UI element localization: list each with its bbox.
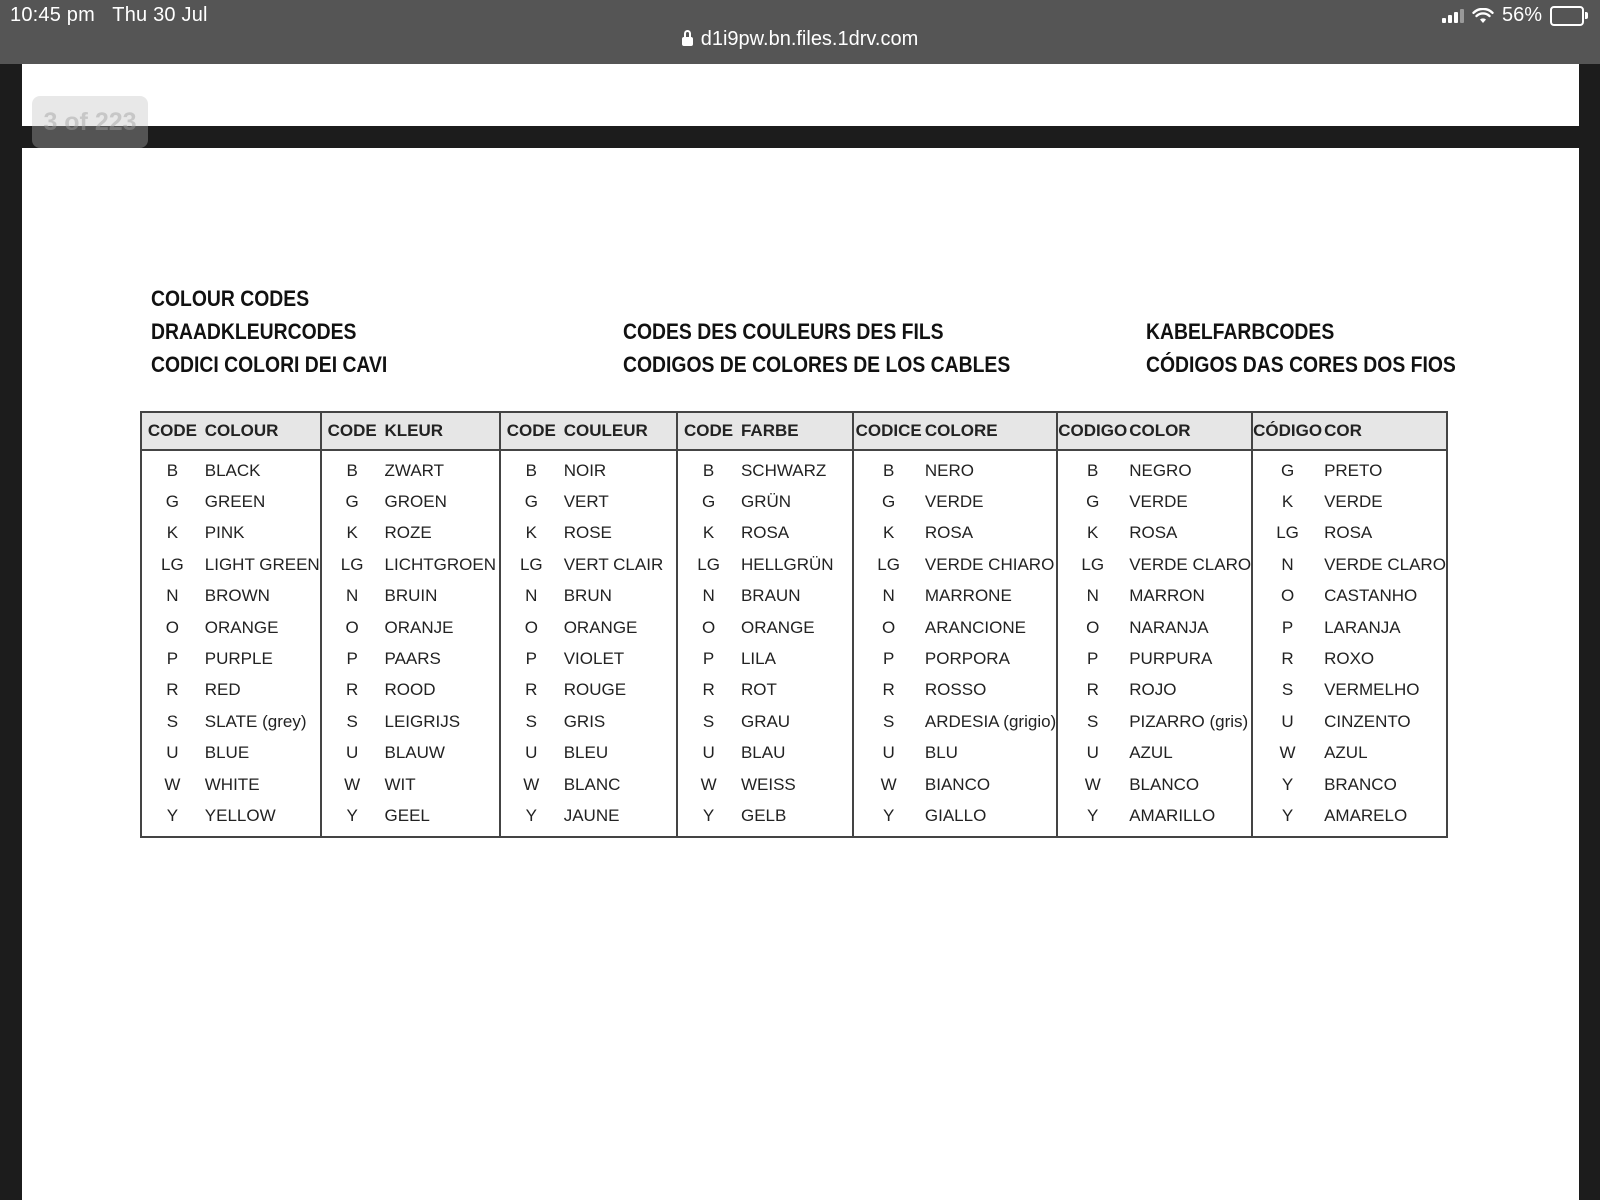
code-cell: B [677, 450, 739, 486]
code-cell: N [1057, 581, 1127, 612]
code-cell: B [1057, 450, 1127, 486]
colour-name-cell: ROZE [384, 523, 432, 543]
colour-name-cell: GRAU [740, 711, 791, 731]
code-cell: N [1252, 549, 1322, 580]
code-cell: P [166, 649, 179, 669]
code-cell: LG [161, 554, 184, 574]
code-cell: K [500, 518, 562, 549]
code-cell: O [500, 612, 562, 643]
colour-name-cell: VERMELHO [1324, 680, 1420, 700]
colour-name-cell: ROSA [1129, 523, 1178, 543]
code-cell: P [321, 643, 383, 674]
code-cell: R [1057, 675, 1127, 706]
colour-name-cell: AMARELO [1324, 805, 1408, 825]
colour-name-cell: PINK [204, 523, 245, 543]
colour-name-cell: NERO [924, 460, 975, 480]
code-cell: R [677, 675, 739, 706]
column-header-colour: COR [1322, 412, 1447, 450]
table-row [141, 518, 1447, 549]
code-cell: G [1057, 486, 1127, 517]
colour-name-cell: GREEN [204, 492, 266, 512]
code-cell: Y [677, 800, 739, 836]
code-cell: U [1057, 738, 1127, 769]
column-header-colour: COLORE [923, 412, 1057, 450]
column-header-colour: COLOUR [203, 412, 321, 450]
code-cell: S [500, 706, 562, 737]
colour-name-cell: PORPORA [924, 649, 1010, 669]
colour-name-cell: BLANCO [1129, 774, 1200, 794]
table-row [141, 675, 1447, 706]
battery-percentage: 56% [1501, 4, 1542, 26]
code-cell: S [1057, 706, 1127, 737]
colour-name-cell: LILA [740, 649, 776, 669]
title-french: CODES DES COULEURS DES FILS [623, 319, 944, 344]
code-cell: Y [1252, 769, 1322, 800]
lock-icon [682, 37, 693, 46]
colour-name-cell: LICHTGROEN [384, 554, 496, 574]
colour-name-cell: ORANGE [204, 617, 279, 637]
colour-name-cell: BRAUN [740, 586, 801, 606]
column-header-colour: KLEUR [383, 412, 500, 450]
colour-name-cell: SCHWARZ [740, 460, 827, 480]
code-cell: LG [677, 549, 739, 580]
colour-name-cell: GEEL [384, 805, 430, 825]
table-row [141, 450, 1447, 486]
table-header-row [141, 412, 1447, 450]
code-cell: G [321, 486, 383, 517]
column-header-code: CODE [677, 412, 739, 450]
colour-name-cell: ORANJE [384, 617, 454, 637]
colour-name-cell: ROSA [1324, 523, 1373, 543]
code-cell: N [853, 581, 923, 612]
colour-name-cell: WEISS [740, 774, 796, 794]
code-cell: S [1252, 675, 1322, 706]
battery-icon [1550, 6, 1588, 26]
code-cell: W [164, 774, 181, 794]
code-cell: N [677, 581, 739, 612]
column-header-colour: COULEUR [562, 412, 678, 450]
colour-name-cell: PURPLE [204, 649, 273, 669]
colour-name-cell: VERT [563, 492, 609, 512]
column-header-colour: FARBE [739, 412, 853, 450]
colour-name-cell: MARRON [1129, 586, 1205, 606]
colour-name-cell: NEGRO [1129, 460, 1192, 480]
code-cell: G [165, 492, 179, 512]
code-cell: K [677, 518, 739, 549]
column-header-code: CODICE [853, 412, 923, 450]
code-cell: G [500, 486, 562, 517]
code-cell: P [853, 643, 923, 674]
colour-name-cell: CASTANHO [1324, 586, 1418, 606]
code-cell: S [853, 706, 923, 737]
colour-name-cell: ROT [740, 680, 777, 700]
colour-name-cell: BIANCO [924, 774, 991, 794]
colour-name-cell: VERDE [1324, 492, 1383, 512]
colour-name-cell: BLAUW [384, 743, 445, 763]
colour-name-cell: VERDE CLARO [1324, 554, 1446, 574]
table-row [141, 738, 1447, 769]
code-cell: R [166, 680, 179, 700]
code-cell: O [853, 612, 923, 643]
code-cell: U [321, 738, 383, 769]
url-text: d1i9pw.bn.files.1drv.com [700, 28, 919, 50]
code-cell: Y [500, 800, 562, 836]
code-cell: K [1057, 518, 1127, 549]
table-row [141, 486, 1447, 517]
colour-name-cell: ARDESIA (grigio) [924, 711, 1057, 731]
code-cell: G [677, 486, 739, 517]
status-time [10, 4, 208, 27]
colour-name-cell: ZWART [384, 460, 445, 480]
code-cell: Y [853, 800, 923, 836]
colour-name-cell: ROSA [740, 523, 790, 543]
code-cell: S [166, 711, 179, 731]
colour-name-cell: LIGHT GREEN [204, 554, 320, 574]
colour-name-cell: ROSE [563, 523, 612, 543]
table-row [141, 800, 1447, 836]
colour-name-cell: VERT CLAIR [563, 554, 664, 574]
code-cell: LG [1057, 549, 1127, 580]
code-cell: N [321, 581, 383, 612]
colour-name-cell: VIOLET [563, 649, 625, 669]
page-indicator: 3 of 223 [32, 96, 148, 148]
colour-name-cell: BRUIN [384, 586, 438, 606]
title-portuguese: CÓDIGOS DAS CORES DOS FIOS [1146, 352, 1456, 377]
colour-name-cell: BLUE [204, 743, 250, 763]
code-cell: U [853, 738, 923, 769]
colour-name-cell: BROWN [204, 586, 270, 606]
table-row [141, 706, 1447, 737]
colour-codes-table [140, 411, 1448, 838]
code-cell: B [166, 460, 179, 480]
code-cell: U [677, 738, 739, 769]
code-cell: R [500, 675, 562, 706]
code-cell: R [321, 675, 383, 706]
table-row [141, 581, 1447, 612]
colour-name-cell: ARANCIONE [924, 617, 1026, 637]
code-cell: U [1252, 706, 1322, 737]
code-cell: K [166, 523, 179, 543]
code-cell: S [321, 706, 383, 737]
column-header-colour: COLOR [1127, 412, 1252, 450]
code-cell: LG [321, 549, 383, 580]
code-cell: N [166, 586, 179, 606]
colour-name-cell: ROUGE [563, 680, 627, 700]
code-cell: K [321, 518, 383, 549]
colour-name-cell: ROXO [1324, 649, 1375, 669]
title-colour-codes: COLOUR CODES [151, 286, 310, 311]
code-cell: O [677, 612, 739, 643]
colour-name-cell: BLEU [563, 743, 609, 763]
code-cell: U [166, 743, 179, 763]
column-header-code: CODE [321, 412, 383, 450]
colour-name-cell: PAARS [384, 649, 441, 669]
title-spanish: CODIGOS DE COLORES DE LOS CABLES [623, 352, 1011, 377]
colour-name-cell: GELB [740, 805, 787, 825]
colour-name-cell: ROSSO [924, 680, 987, 700]
column-header-code: CÓDIGO [1252, 412, 1322, 450]
code-cell: P [1252, 612, 1322, 643]
code-cell: W [1252, 738, 1322, 769]
code-cell: G [1252, 450, 1322, 486]
table-row [141, 643, 1447, 674]
table-row [141, 612, 1447, 643]
cellular-signal-icon [1442, 9, 1464, 23]
colour-name-cell: ROOD [384, 680, 436, 700]
code-cell: LG [853, 549, 923, 580]
table-row [141, 549, 1447, 580]
column-header-code: CODIGO [1057, 412, 1127, 450]
code-cell: LG [500, 549, 562, 580]
colour-name-cell: PIZARRO (gris) [1129, 711, 1249, 731]
code-cell: W [321, 769, 383, 800]
code-cell: W [1057, 769, 1127, 800]
colour-name-cell: AMARILLO [1129, 805, 1216, 825]
colour-name-cell: SLATE (grey) [204, 711, 307, 731]
colour-name-cell: BLANC [563, 774, 621, 794]
code-cell: B [500, 450, 562, 486]
title-german: KABELFARBCODES [1146, 319, 1335, 344]
colour-name-cell: WIT [384, 774, 416, 794]
colour-name-cell: ORANGE [740, 617, 815, 637]
document-page [22, 148, 1579, 1200]
colour-name-cell: BRUN [563, 586, 612, 606]
colour-name-cell: AZUL [1129, 743, 1173, 763]
colour-name-cell: GIALLO [924, 805, 987, 825]
colour-name-cell: PURPURA [1129, 649, 1213, 669]
colour-name-cell: YELLOW [204, 805, 276, 825]
clock-date: Thu 30 Jul [112, 4, 208, 26]
code-cell: B [853, 450, 923, 486]
colour-name-cell: ORANGE [563, 617, 638, 637]
code-cell: R [1252, 643, 1322, 674]
column-header-code: CODE [500, 412, 562, 450]
colour-name-cell: PRETO [1324, 460, 1383, 480]
colour-name-cell: AZUL [1324, 743, 1368, 763]
colour-name-cell: GRÜN [740, 492, 792, 512]
code-cell: K [853, 518, 923, 549]
code-cell: O [1057, 612, 1127, 643]
code-cell: N [500, 581, 562, 612]
code-cell: W [677, 769, 739, 800]
colour-name-cell: BLU [924, 743, 958, 763]
code-cell: U [500, 738, 562, 769]
colour-name-cell: NARANJA [1129, 617, 1209, 637]
title-dutch: DRAADKLEURCODES [151, 319, 357, 344]
colour-name-cell: BLAU [740, 743, 786, 763]
colour-name-cell: MARRONE [924, 586, 1012, 606]
code-cell: K [1252, 486, 1322, 517]
wifi-icon [1472, 8, 1494, 24]
code-cell: LG [1252, 518, 1322, 549]
colour-name-cell: HELLGRÜN [740, 554, 834, 574]
colour-name-cell: JAUNE [563, 805, 620, 825]
clock-time: 10:45 pm [10, 4, 95, 26]
status-bar [0, 0, 1600, 64]
code-cell: P [1057, 643, 1127, 674]
colour-name-cell: VERDE CLARO [1129, 554, 1252, 574]
colour-name-cell: LARANJA [1324, 617, 1401, 637]
colour-name-cell: CINZENTO [1324, 711, 1411, 731]
colour-name-cell: VERDE [924, 492, 984, 512]
colour-name-cell: ROJO [1129, 680, 1177, 700]
code-cell: Y [321, 800, 383, 836]
code-cell: W [853, 769, 923, 800]
code-cell: B [321, 450, 383, 486]
colour-name-cell: BLACK [204, 460, 261, 480]
code-cell: Y [1057, 800, 1127, 836]
title-italian: CODICI COLORI DEI CAVI [151, 352, 388, 377]
code-cell: O [165, 617, 179, 637]
code-cell: P [677, 643, 739, 674]
code-cell: Y [166, 805, 179, 825]
table-row [141, 769, 1447, 800]
code-cell: R [853, 675, 923, 706]
colour-name-cell: GROEN [384, 492, 447, 512]
colour-name-cell: ROSA [924, 523, 974, 543]
colour-name-cell: BRANCO [1324, 774, 1397, 794]
colour-name-cell: LEIGRIJS [384, 711, 461, 731]
code-cell: Y [1252, 800, 1322, 836]
colour-name-cell: NOIR [563, 460, 607, 480]
status-indicators [1442, 4, 1588, 27]
code-cell: O [321, 612, 383, 643]
column-header-code: CODE [141, 412, 203, 450]
address-bar[interactable] [0, 28, 1600, 51]
colour-name-cell: RED [204, 680, 241, 700]
code-cell: P [500, 643, 562, 674]
colour-name-cell: VERDE [1129, 492, 1188, 512]
colour-name-cell: GRIS [563, 711, 606, 731]
code-cell: O [1252, 581, 1322, 612]
code-cell: G [853, 486, 923, 517]
code-cell: W [500, 769, 562, 800]
previous-page-bottom [22, 64, 1579, 126]
colour-name-cell: WHITE [204, 774, 260, 794]
code-cell: S [677, 706, 739, 737]
colour-name-cell: VERDE CHIARO [924, 554, 1055, 574]
